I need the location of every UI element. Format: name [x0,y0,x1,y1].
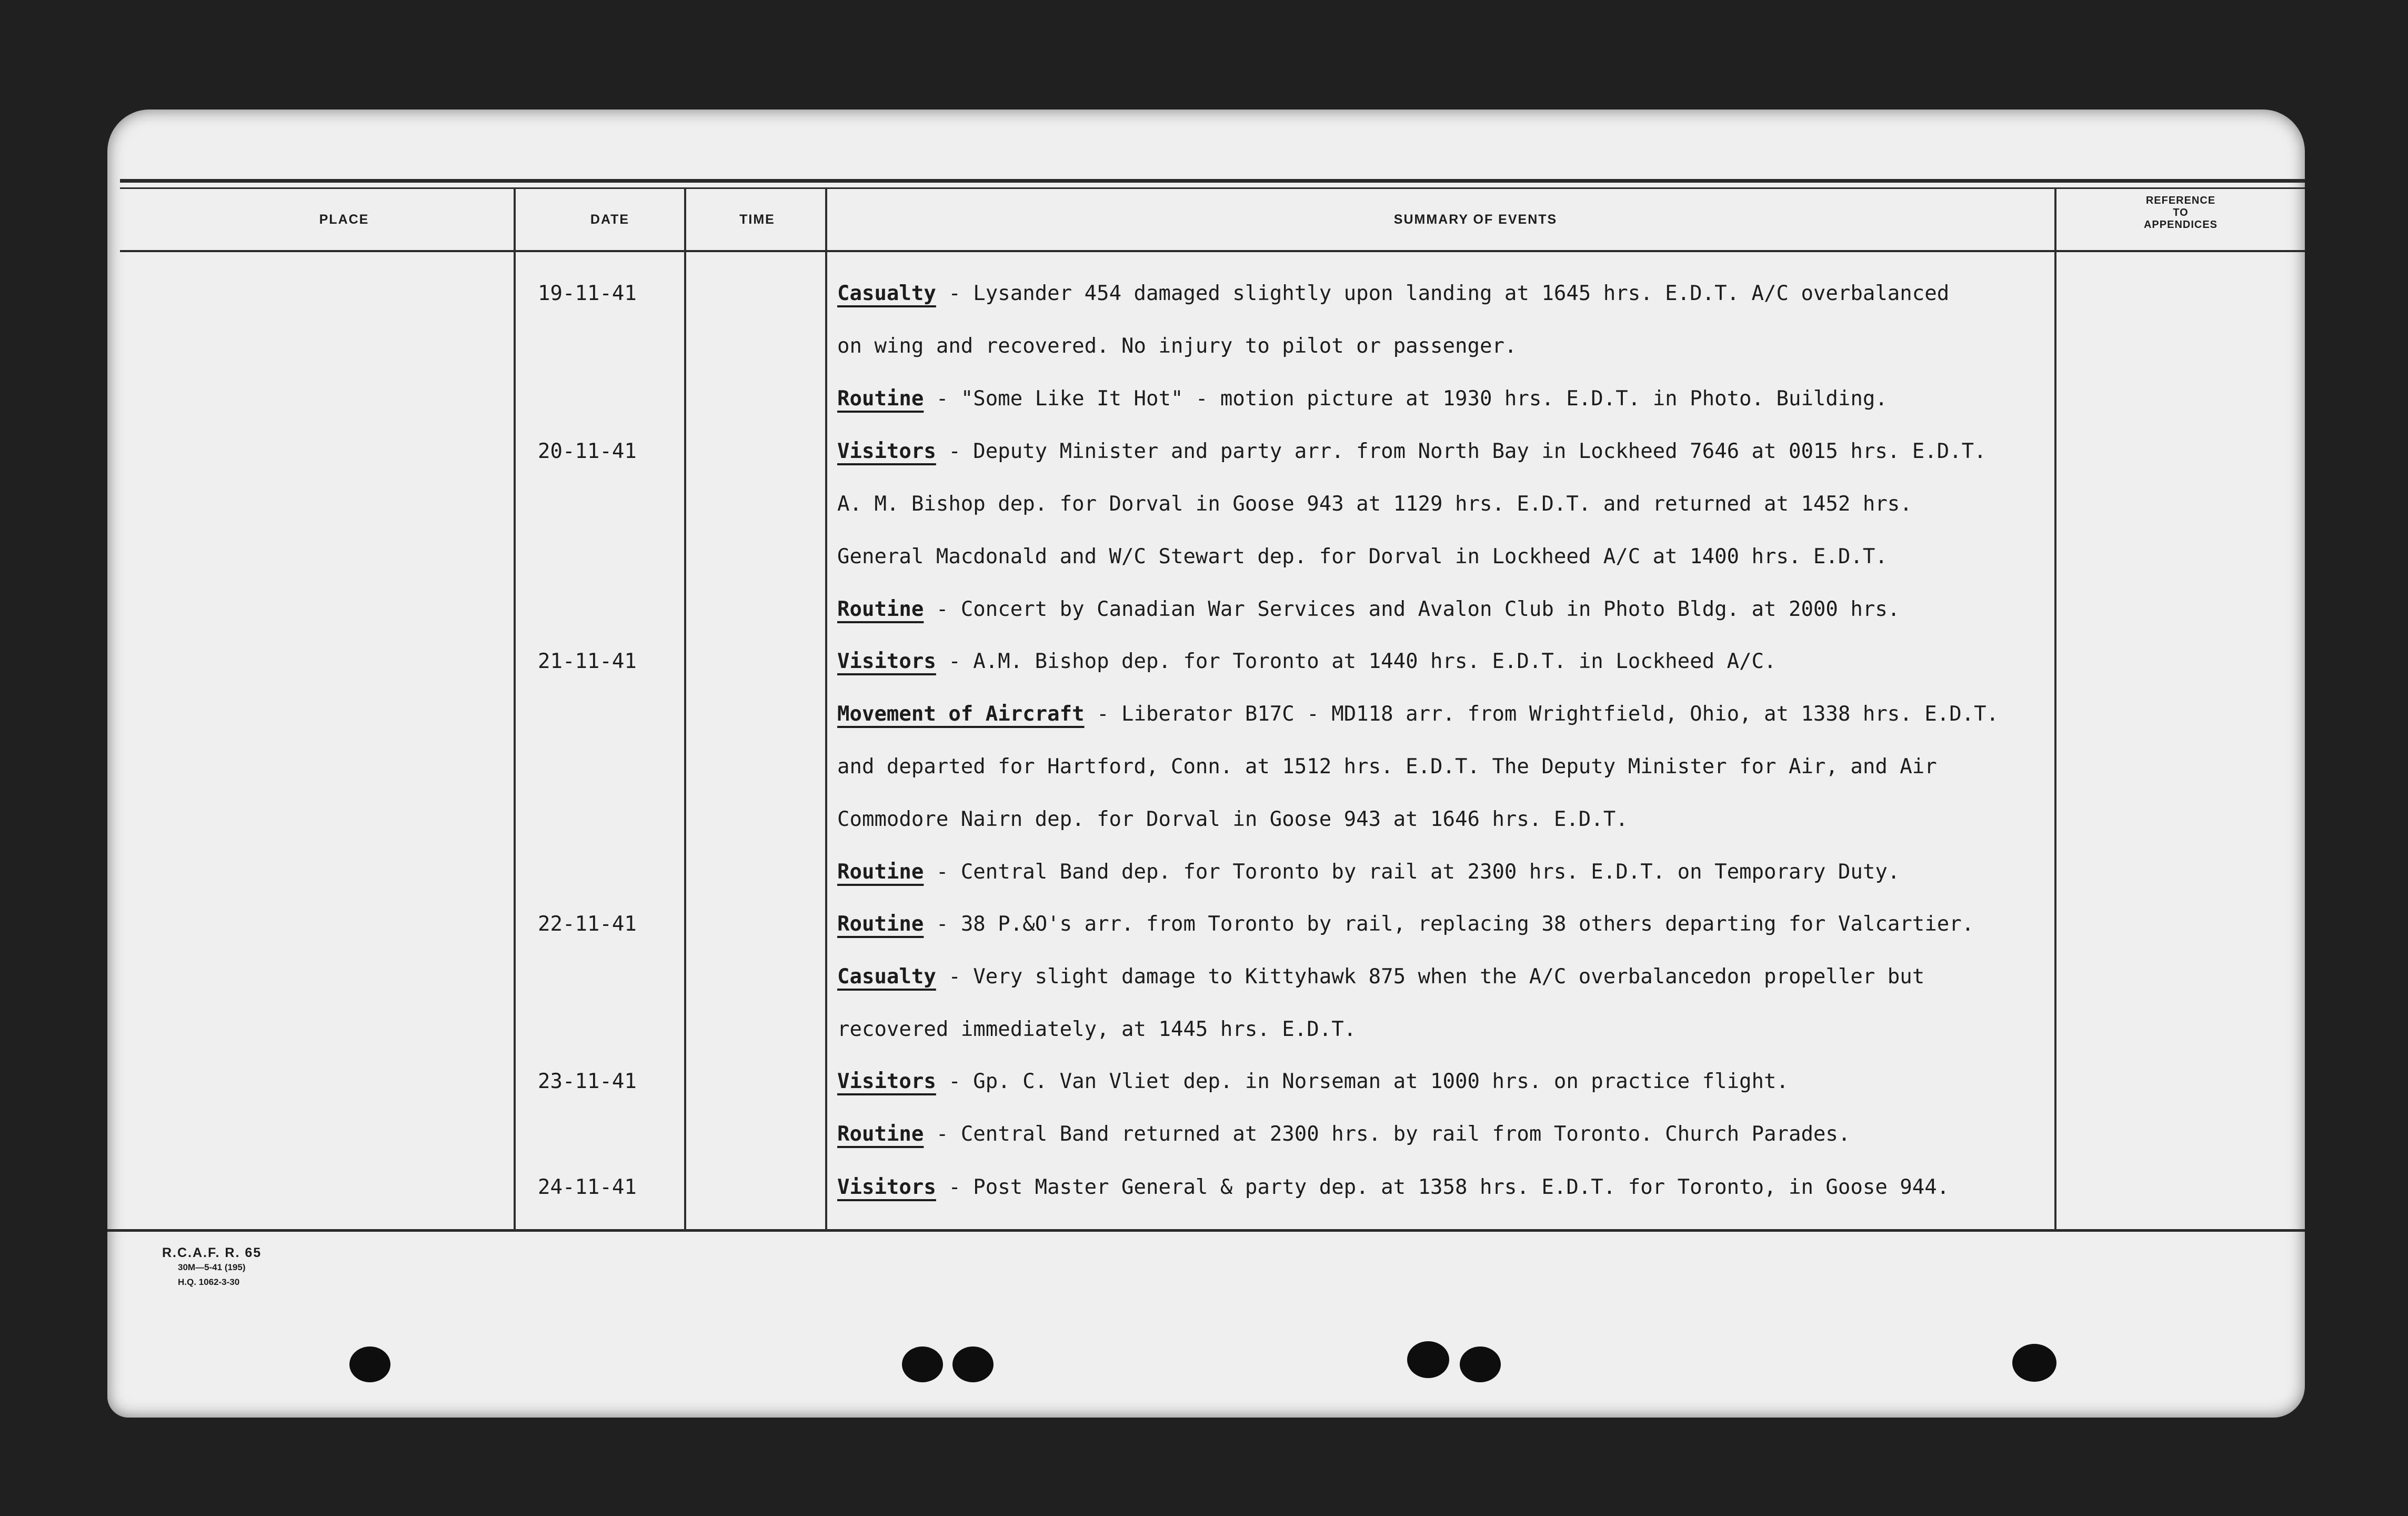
summary-line [837,755,1937,779]
summary-line [837,912,1974,936]
summary-line [837,860,1900,884]
entry-category: Routine [837,860,924,884]
entry-category: Routine [837,387,924,411]
header-top-rule [120,179,2305,183]
entry-text: - Concert by Canadian War Services and Avalon Club in Photo Bldg. at 2000 hrs. [924,597,1900,621]
entry-text: - Very slight damage to Kittyhawk 875 when the A/C overbalancedon propeller but [936,965,1925,989]
summary-line [837,387,1888,411]
entry-category: Routine [837,1122,924,1146]
summary-line [837,545,1888,568]
summary-line [837,597,1900,621]
entry-category: Casualty [837,965,936,989]
punch-hole [2012,1344,2056,1382]
header-time: TIME [739,212,775,227]
form-print-line: 30M—5-41 (195) [178,1262,246,1272]
entry-category: Casualty [837,282,936,305]
summary-line [837,1070,1789,1093]
entry-text: - Central Band dep. for Toronto by rail at 2300 hrs. E.D.T. on Temporary Duty. [924,860,1900,884]
entry-text: - Gp. C. Van Vliet dep. in Norseman at 1000 hrs. on practice flight. [936,1070,1789,1093]
diary-form-card [107,109,2305,1418]
header-reference-line-3: APPENDICES [2143,219,2218,231]
header-summary: SUMMARY OF EVENTS [1393,212,1558,227]
entry-text: - Lysander 454 damaged slightly upon landing at 1645 hrs. E.D.T. A/C overbalanced [936,282,1950,305]
entry-category: Movement of Aircraft [837,702,1085,726]
header-date: DATE [590,212,630,227]
entry-text: A. M. Bishop dep. for Dorval in Goose 943 at 1129 hrs. E.D.T. and returned at 1452 hrs. [837,492,1912,516]
header-bottom-rule [120,250,2305,252]
entry-text: and departed for Hartford, Conn. at 1512 hrs. E.D.T. The Deputy Minister for Air, and Air [837,755,1937,779]
date-entry: 24-11-41 [538,1175,637,1199]
entry-category: Routine [837,597,924,621]
entry-text: General Macdonald and W/C Stewart dep. for Dorval in Lockheed A/C at 1400 hrs. E.D.T. [837,545,1888,568]
summary-line [837,807,1628,831]
date-entry: 22-11-41 [538,912,637,936]
entry-category: Visitors [837,1175,936,1199]
column-divider-summary [2054,188,2056,1231]
summary-line [837,440,1986,463]
entry-text: - Liberator B17C - MD118 arr. from Wrightfield, Ohio, at 1338 hrs. E.D.T. [1084,702,1999,726]
form-hq-line: H.Q. 1062-3-30 [178,1277,240,1287]
punch-hole [1460,1347,1501,1382]
summary-line [837,492,1912,516]
entry-text: - Central Band returned at 2300 hrs. by rail from Toronto. Church Parades. [924,1122,1851,1146]
summary-line [837,1175,1949,1199]
summary-line [837,965,1924,989]
form-identifier [162,1245,262,1290]
column-divider-date [684,188,686,1231]
summary-line [837,282,1949,305]
entry-text: Commodore Nairn dep. for Dorval in Goose 943 at 1646 hrs. E.D.T. [837,807,1628,831]
entry-text: on wing and recovered. No injury to pilot or passenger. [837,334,1517,358]
table-bottom-rule [107,1229,2305,1232]
header-reference [2065,195,2296,231]
summary-line [837,334,1517,358]
entry-category: Visitors [837,440,936,463]
entry-text: - 38 P.&O's arr. from Toronto by rail, replacing 38 others departing for Valcartier. [924,912,1974,936]
entry-text: - "Some Like It Hot" - motion picture at 1930 hrs. E.D.T. in Photo. Building. [924,387,1888,411]
date-entry: 23-11-41 [538,1070,637,1093]
date-entry: 19-11-41 [538,282,637,305]
column-divider-place [514,188,516,1231]
entry-text: recovered immediately, at 1445 hrs. E.D.T. [837,1018,1357,1041]
date-entry: 21-11-41 [538,650,637,673]
summary-line [837,702,1999,726]
summary-line [837,1122,1850,1146]
punch-hole [902,1347,943,1382]
entry-category: Routine [837,912,924,936]
header-reference-line-1: REFERENCE [2145,195,2216,206]
entry-text: - Post Master General & party dep. at 1358 hrs. E.D.T. for Toronto, in Goose 944. [936,1175,1950,1199]
entry-text: - Deputy Minister and party arr. from North Bay in Lockheed 7646 at 0015 hrs. E.D.T. [936,440,1986,463]
entry-text: - A.M. Bishop dep. for Toronto at 1440 hrs. E.D.T. in Lockheed A/C. [936,650,1777,673]
punch-hole [1407,1341,1449,1378]
entry-category: Visitors [837,1070,936,1093]
header-reference-line-2: TO [2173,207,2189,218]
date-entry: 20-11-41 [538,440,637,463]
summary-line [837,650,1776,673]
punch-hole [952,1347,994,1382]
entry-category: Visitors [837,650,936,673]
column-divider-time [825,188,827,1231]
punch-hole [349,1347,390,1382]
header-place: PLACE [319,212,369,227]
header-top-rule-thin [120,187,2305,189]
summary-line [837,1018,1356,1041]
form-code: R.C.A.F. R. 65 [162,1245,262,1260]
